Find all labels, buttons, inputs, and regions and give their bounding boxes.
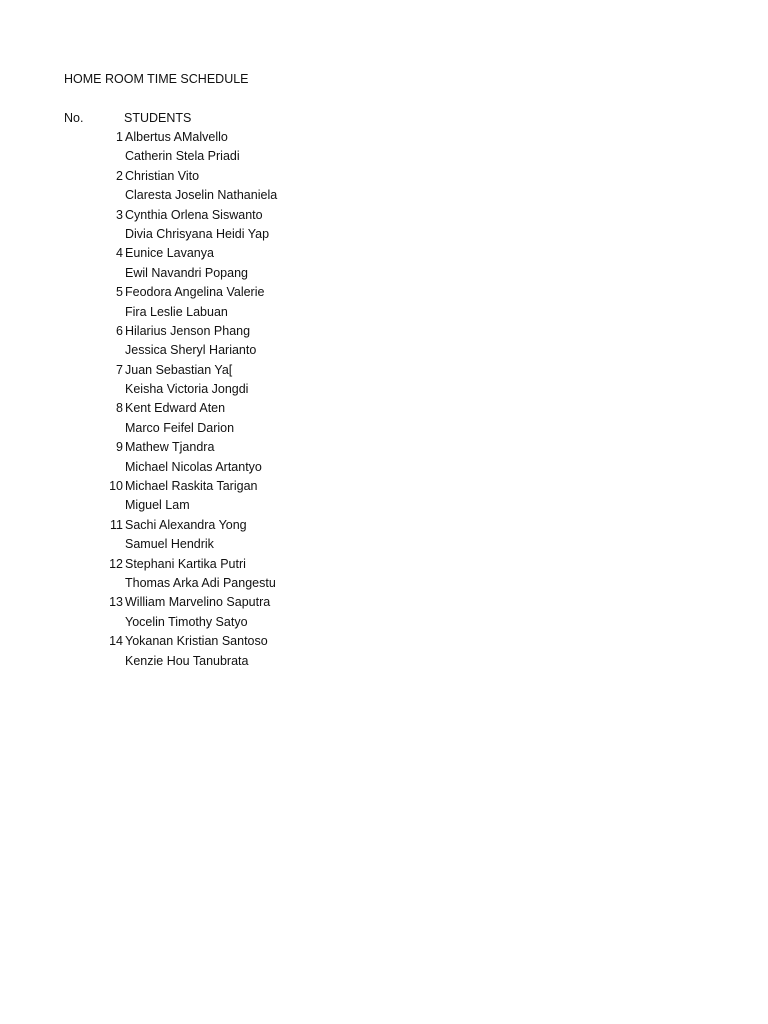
list-item [0, 556, 400, 575]
list-item [0, 420, 400, 439]
column-header-no: No. [64, 111, 84, 125]
row-number: 8 [116, 401, 123, 416]
student-name: Stephani Kartika Putri [125, 556, 246, 571]
row-number: 1 [116, 130, 123, 144]
student-list [0, 129, 400, 672]
student-name: Christian Vito [125, 168, 200, 183]
document-title: HOME ROOM TIME SCHEDULE [64, 72, 249, 86]
student-name: Samuel Hendrik [125, 537, 214, 552]
list-item [0, 245, 400, 264]
student-name: Hilarius Jenson Phang [125, 323, 251, 338]
student-name: Feodora Angelina Valerie [125, 285, 265, 300]
list-item [0, 226, 400, 245]
student-name: Miguel Lam [125, 498, 190, 513]
row-number: 12 [109, 556, 123, 571]
list-item [0, 517, 400, 536]
student-name: William Marvelino Saputra [125, 595, 271, 610]
list-item [0, 459, 400, 478]
student-name: Eunice Lavanya [125, 246, 214, 261]
student-name: Michael Raskita Tarigan [125, 479, 258, 494]
list-item [0, 342, 400, 361]
list-item [0, 439, 400, 458]
student-name: Mathew Tjandra [125, 440, 215, 455]
row-number: 2 [116, 168, 123, 183]
student-name: Kent Edward Aten [125, 401, 226, 416]
student-name: Kenzie Hou Tanubrata [125, 653, 249, 668]
student-name: Jessica Sheryl Harianto [125, 343, 257, 358]
list-item [0, 478, 400, 497]
row-number: 6 [116, 323, 123, 338]
column-header-students: STUDENTS [124, 111, 192, 125]
student-name: Divia Chrisyana Heidi Yap [125, 226, 270, 241]
list-item [0, 304, 400, 323]
list-item [0, 400, 400, 419]
list-item [0, 362, 400, 381]
list-item [0, 653, 400, 672]
list-item [0, 129, 400, 148]
student-name: Fira Leslie Labuan [125, 304, 228, 319]
list-item [0, 575, 400, 594]
list-item [0, 284, 400, 303]
student-name: Albertus AMalvello [125, 130, 228, 144]
list-item [0, 168, 400, 187]
student-name: Keisha Victoria Jongdi [125, 382, 249, 397]
student-name: Michael Nicolas Artantyo [125, 459, 262, 474]
student-name: Yocelin Timothy Satyo [125, 614, 248, 629]
list-item [0, 633, 400, 652]
student-name: Juan Sebastian Ya[ [125, 362, 233, 377]
row-number: 4 [116, 246, 123, 261]
list-item [0, 497, 400, 516]
row-number: 13 [109, 595, 123, 610]
row-number: 14 [109, 634, 123, 649]
student-name: Marco Feifel Darion [125, 420, 235, 435]
row-number: 7 [116, 362, 123, 377]
row-number: 9 [116, 440, 123, 455]
list-item [0, 265, 400, 284]
student-name: Yokanan Kristian Santoso [125, 634, 268, 649]
list-item [0, 594, 400, 613]
list-item [0, 323, 400, 342]
list-item [0, 187, 400, 206]
list-item [0, 148, 400, 167]
student-name: Sachi Alexandra Yong [125, 517, 247, 532]
row-number: 10 [109, 479, 123, 494]
student-name: Ewil Navandri Popang [125, 265, 248, 280]
list-item [0, 614, 400, 633]
row-number: 5 [116, 285, 123, 300]
student-name: Catherin Stela Priadi [125, 149, 240, 164]
student-name: Thomas Arka Adi Pangestu [125, 575, 276, 590]
list-item [0, 207, 400, 226]
list-item [0, 536, 400, 555]
student-name: Claresta Joselin Nathaniela [125, 188, 278, 203]
row-number: 11 [110, 517, 123, 532]
list-item [0, 381, 400, 400]
row-number: 3 [116, 207, 123, 222]
student-name: Cynthia Orlena Siswanto [125, 207, 263, 222]
